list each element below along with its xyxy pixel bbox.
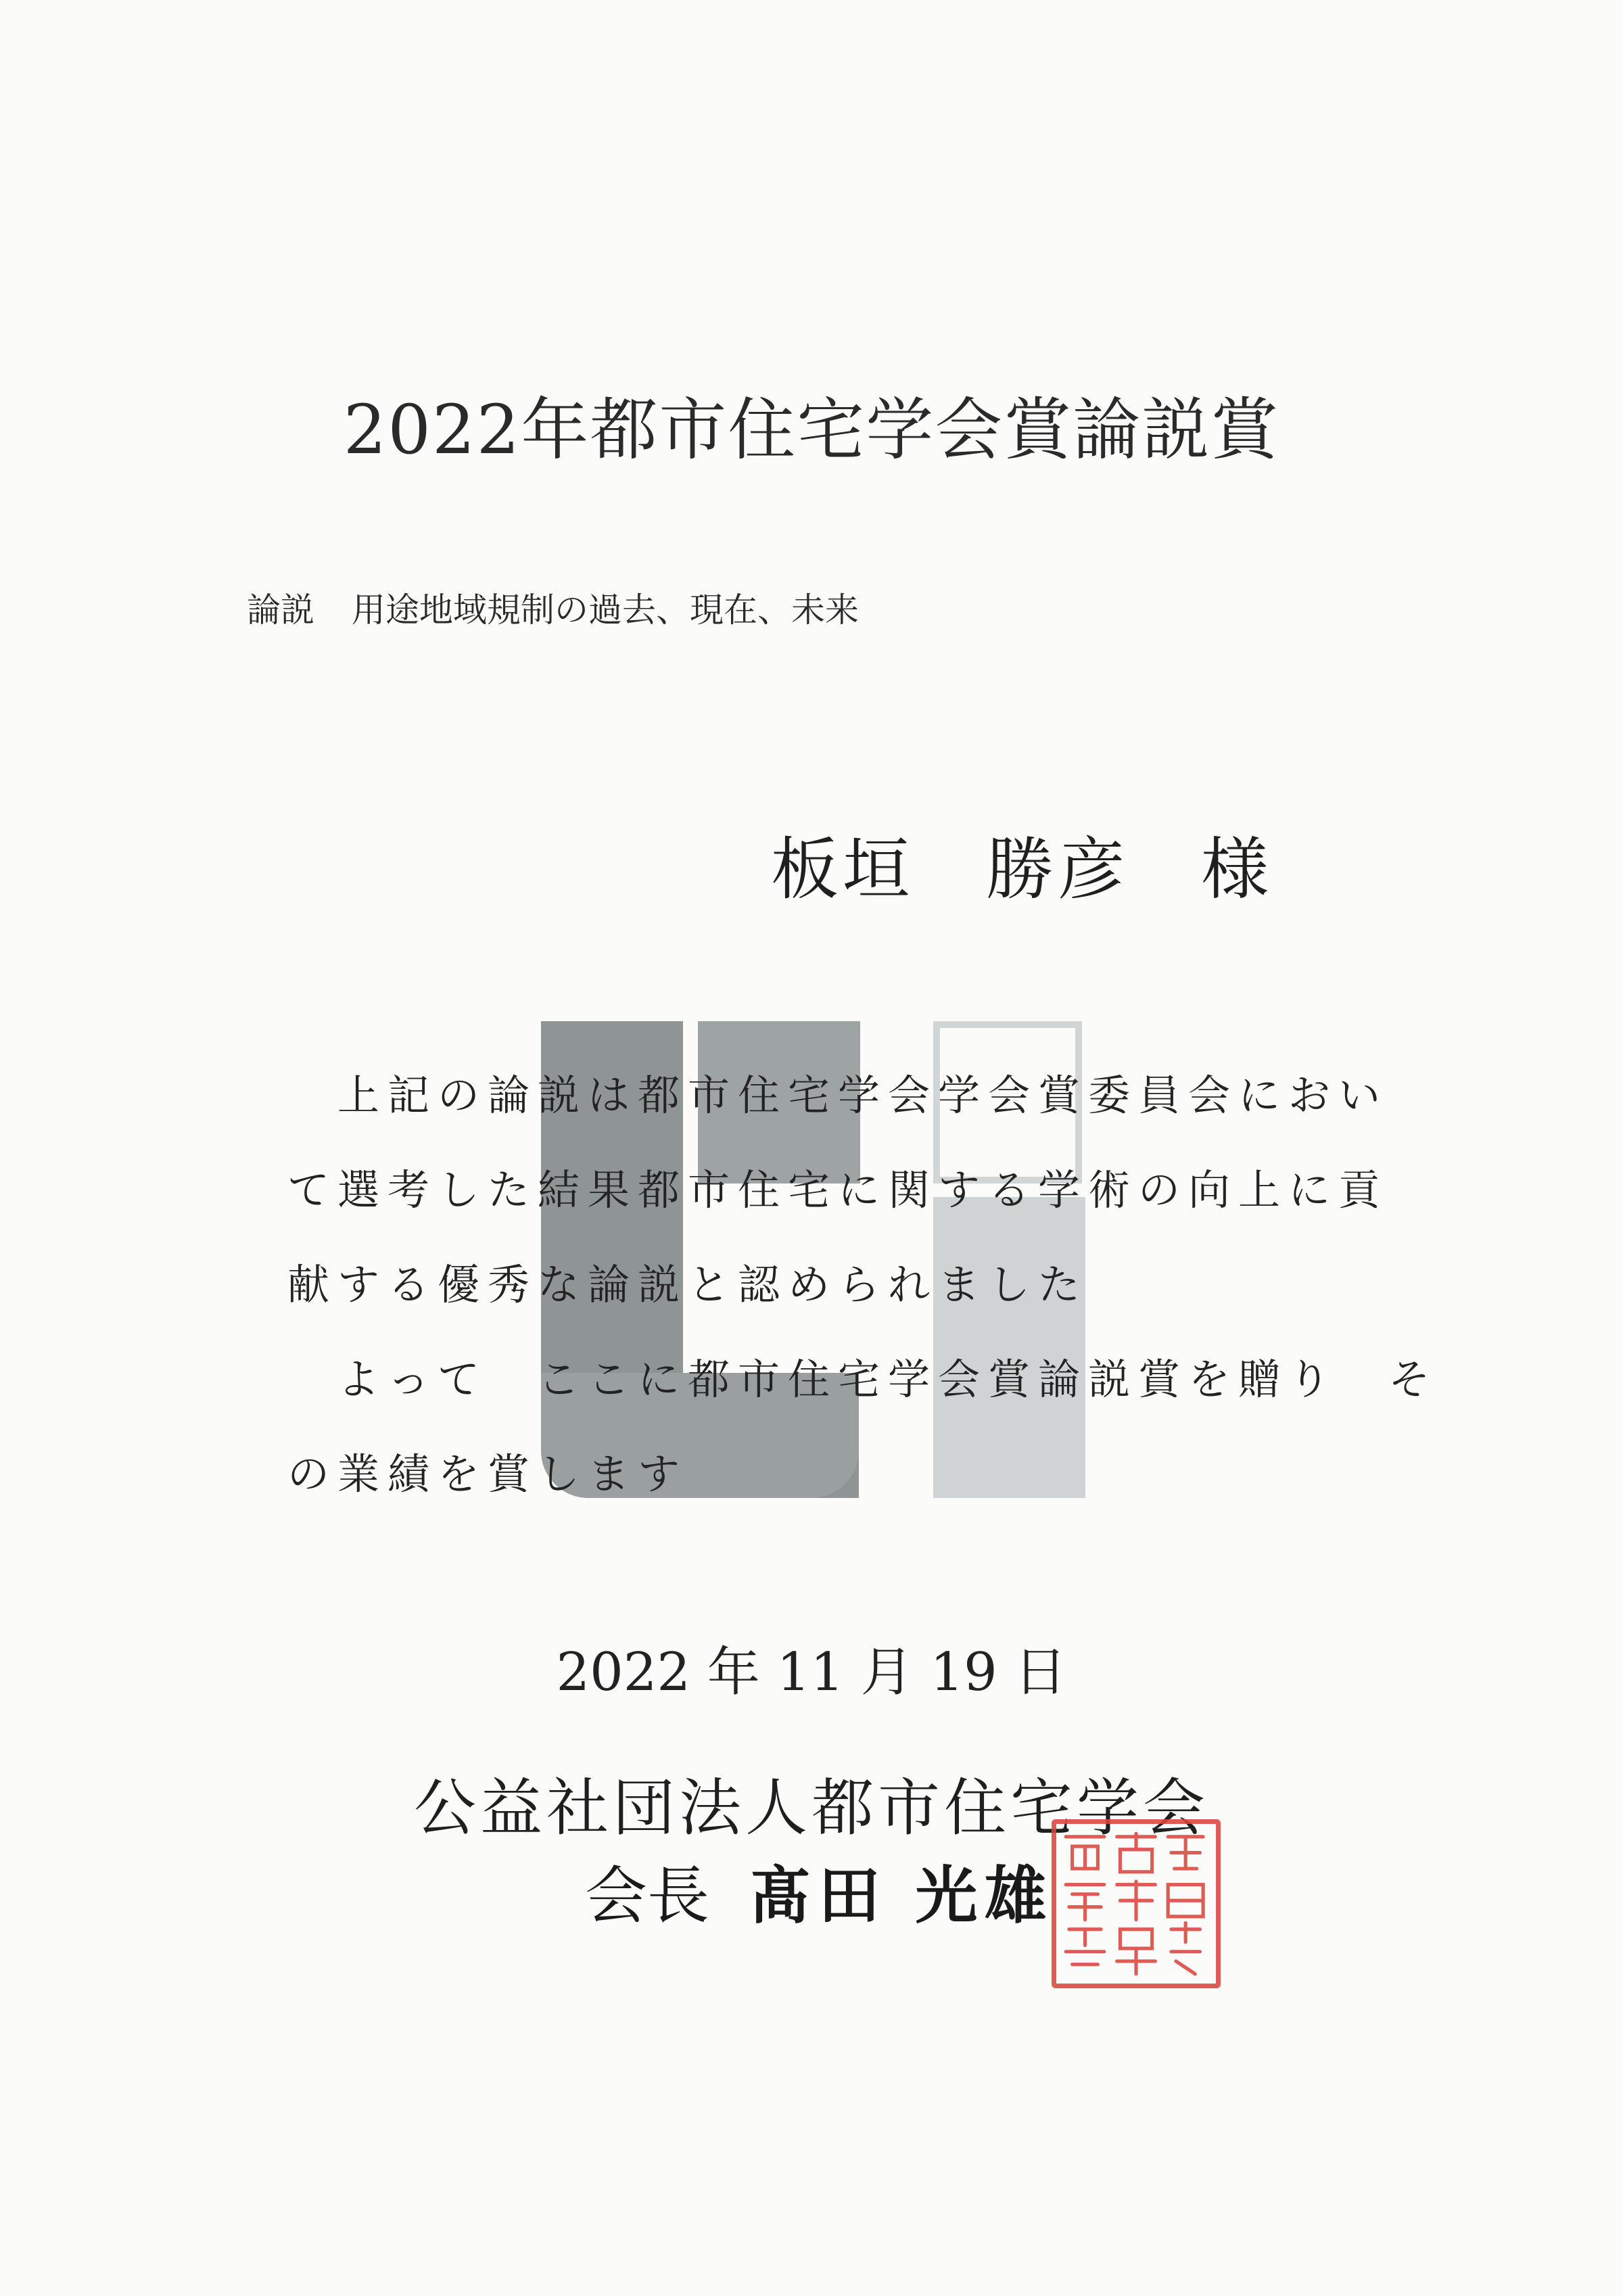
citation-line: の業績を賞します — [287, 1449, 688, 1499]
citation-line: て選考した結果都市住宅に関する学術の向上に貢 — [287, 1165, 1389, 1215]
president-title: 会長 — [585, 1860, 710, 1932]
citation-line: 上記の論説は都市住宅学会学会賞委員会におい — [287, 1071, 1389, 1120]
award-date: 2022 年 11 月 19 日 — [556, 1642, 1067, 1703]
paper-subject — [247, 583, 859, 632]
president-signature — [585, 1846, 1054, 1936]
organization-name: 公益社団法人都市住宅学会 — [413, 1772, 1209, 1844]
recipient-name: 板垣 勝彦 様 — [771, 830, 1273, 909]
subject-label: 論説 — [247, 590, 314, 630]
citation-line: よって ここに都市住宅学会賞論説賞を贈り そ — [287, 1355, 1439, 1404]
official-seal-stamp — [1052, 1819, 1221, 1988]
president-name: 髙田 光雄 — [749, 1859, 1054, 1932]
citation-line: 献する優秀な論説と認められました — [287, 1260, 1089, 1309]
certificate-title: 2022年都市住宅学会賞論説賞 — [343, 390, 1280, 469]
subject-title: 用途地域規制の過去、現在、未来 — [352, 590, 859, 630]
seal-icon — [1056, 1824, 1216, 1984]
citation-text — [287, 1048, 1439, 1522]
